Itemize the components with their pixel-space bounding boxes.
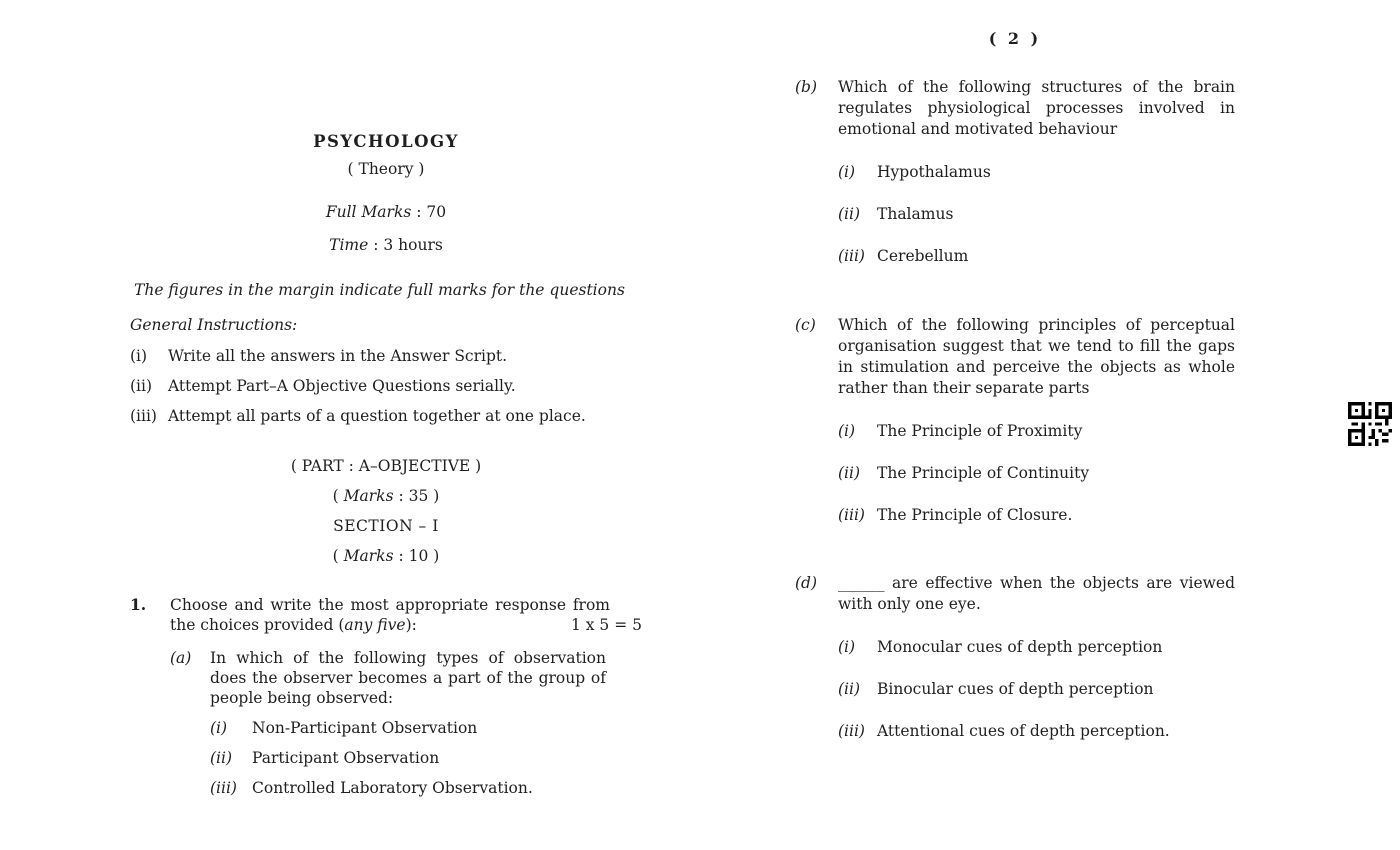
exam-title: PSYCHOLOGY	[313, 132, 459, 151]
option-label: (ii)	[838, 680, 861, 698]
option-text: The Principle of Closure.	[877, 506, 1073, 524]
full-marks-value: : 70	[411, 203, 447, 221]
question-number: 1.	[130, 595, 147, 614]
option-row	[838, 423, 1235, 440]
option-text: The Principle of Proximity	[877, 422, 1083, 440]
option-text: The Principle of Continuity	[877, 464, 1090, 482]
question-d	[795, 573, 1235, 615]
section-marks-open: (	[332, 547, 344, 565]
option-row	[210, 750, 642, 767]
question-text: Which of the following principles of perceptual organisation suggest that we tend to fill the gaps in stimulation and perceive the objects as whole rather than their separate parts	[838, 316, 1235, 397]
option-label: (ii)	[838, 464, 861, 482]
question-label: (d)	[795, 574, 818, 592]
option-row	[838, 164, 1235, 181]
time-label: Time	[329, 236, 369, 254]
option-row	[838, 639, 1235, 656]
part-marks-value: : 35 )	[393, 487, 440, 505]
question-1	[130, 595, 642, 635]
option-label: (i)	[838, 422, 856, 440]
option-text: Monocular cues of depth perception	[877, 638, 1163, 656]
instruction-text: Attempt all parts of a question together at one place.	[168, 407, 586, 425]
instruction-item	[130, 378, 642, 395]
option-row	[838, 465, 1235, 482]
section-marks-value: : 10 )	[393, 547, 440, 565]
option-row	[210, 720, 642, 737]
time-value: : 3 hours	[368, 236, 443, 254]
left-column	[130, 0, 642, 797]
option-label: (iii)	[838, 506, 865, 524]
option-row	[210, 780, 642, 797]
right-column	[795, 0, 1235, 740]
question-text-after: ):	[405, 616, 417, 634]
sub-question-text: In which of the following types of observation does the observer becomes a part of the group of people being observed:	[210, 649, 606, 707]
question-text: Which of the following structures of the brain regulates physiological processes involved in emotional and motivated behaviour	[838, 78, 1235, 138]
exam-subtitle: ( Theory )	[347, 160, 425, 178]
option-text: Cerebellum	[877, 247, 969, 265]
option-text: Thalamus	[877, 205, 954, 223]
page-number: ( 2 )	[988, 29, 1042, 48]
option-row	[838, 723, 1235, 740]
option-text: Controlled Laboratory Observation.	[252, 779, 533, 797]
question-text-before: Choose and write the most appropriate response from the choices provided (	[170, 596, 610, 634]
instruction-text: Attempt Part–A Objective Questions serially.	[168, 377, 516, 395]
option-row	[838, 206, 1235, 223]
qr-code	[1348, 402, 1392, 446]
option-text: Hypothalamus	[877, 163, 991, 181]
part-marks-label: Marks	[343, 487, 394, 505]
option-text: Participant Observation	[252, 749, 440, 767]
option-label: (iii)	[838, 722, 865, 740]
option-label: (iii)	[210, 779, 237, 797]
option-label: (i)	[838, 638, 856, 656]
question-text	[170, 595, 610, 635]
option-label: (iii)	[838, 247, 865, 265]
full-marks-label: Full Marks	[325, 203, 412, 221]
question-label: (c)	[795, 316, 816, 334]
option-row	[838, 681, 1235, 698]
question-label: (b)	[795, 78, 818, 96]
question-marks: 1 x 5 = 5	[570, 616, 642, 634]
question-b	[795, 77, 1235, 140]
option-row	[838, 248, 1235, 265]
question-text-emphasis: any five	[344, 616, 406, 634]
instruction-item	[130, 408, 642, 425]
instruction-text: Write all the answers in the Answer Script.	[168, 347, 508, 365]
instruction-item	[130, 348, 642, 365]
instruction-label: (i)	[130, 347, 148, 365]
qr-code-icon	[1348, 402, 1392, 446]
option-text: Non-Participant Observation	[252, 719, 478, 737]
option-label: (i)	[838, 163, 856, 181]
option-label: (i)	[210, 719, 228, 737]
option-label: (ii)	[210, 749, 233, 767]
part-marks-open: (	[332, 487, 344, 505]
option-label: (ii)	[838, 205, 861, 223]
full-marks-line	[130, 202, 642, 222]
margin-note: The figures in the margin indicate full marks for the questions	[134, 281, 625, 299]
section-heading: SECTION – I	[333, 517, 439, 535]
instruction-label: (ii)	[130, 377, 153, 395]
time-line	[130, 235, 642, 255]
option-text: Binocular cues of depth perception	[877, 680, 1154, 698]
option-row	[838, 507, 1235, 524]
question-text: ______ are effective when the objects are viewed with only one eye.	[838, 574, 1235, 613]
section-marks-line	[130, 548, 642, 565]
section-marks-label: Marks	[343, 547, 394, 565]
sub-question-a	[170, 648, 642, 708]
sub-question-label: (a)	[170, 649, 192, 667]
part-heading: ( PART : A–OBJECTIVE )	[290, 457, 482, 475]
instruction-label: (iii)	[130, 407, 157, 425]
option-text: Attentional cues of depth perception.	[877, 722, 1170, 740]
part-marks-line	[130, 488, 642, 505]
general-instructions-heading: General Instructions:	[130, 316, 298, 334]
question-c	[795, 315, 1235, 399]
